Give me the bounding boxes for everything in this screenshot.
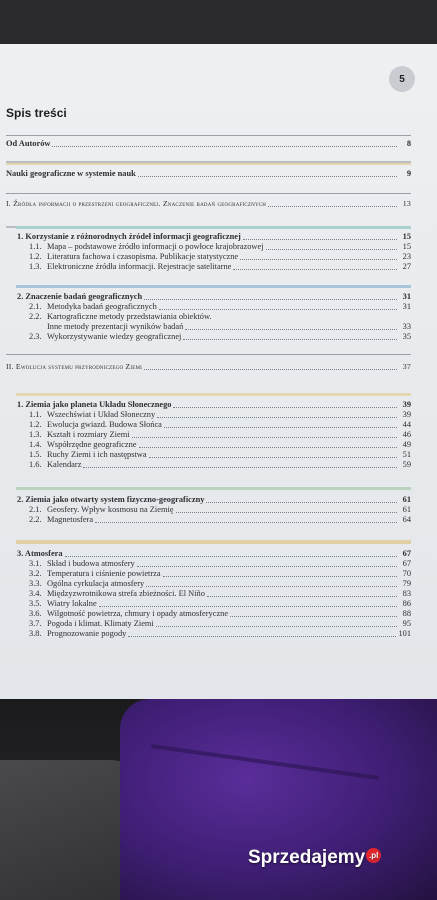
toc-subsection[interactable]: 1.6. Kalendarz 59: [29, 460, 411, 469]
toc-subsection[interactable]: 3.5. Wiatry lokalne 86: [29, 599, 411, 608]
divider-rule: [16, 393, 411, 396]
divider-rule: [16, 540, 411, 544]
toc-section[interactable]: 2. Znaczenie badań geograficznych 31: [17, 292, 411, 301]
divider-rule: [6, 135, 411, 136]
toc-section[interactable]: 3. Atmosfera 67: [17, 549, 411, 558]
toc-subsection[interactable]: 2.2. Magnetosfera 64: [29, 515, 411, 524]
toc-subsection[interactable]: 2.1. Metodyka badań geograficznych 31: [29, 302, 411, 311]
book-page: [0, 44, 437, 699]
toc-subsection[interactable]: 3.6. Wilgotność powietrza, chmury i opady atmosferyczne 88: [29, 609, 411, 618]
toc-subsection[interactable]: 1.3. Elektroniczne źródła informacji. Rejestracje satelitarne 27: [29, 262, 411, 271]
divider-rule: [6, 354, 411, 355]
divider-rule: [6, 193, 411, 194]
toc-section[interactable]: 2. Ziemia jako otwarty system fizyczno-geograficzny 61: [17, 495, 411, 504]
divider-rule: [16, 226, 411, 229]
toc-subsection[interactable]: 2.3. Wykorzystywanie wiedzy geograficznej 35: [29, 332, 411, 341]
toc-entry[interactable]: Od Autorów 8: [6, 139, 411, 148]
toc-subsection[interactable]: 3.1. Skład i budowa atmosfery 67: [29, 559, 411, 568]
toc-subsection[interactable]: 1.2. Literatura fachowa i czasopisma. Publikacje statystyczne 23: [29, 252, 411, 261]
toc-entry[interactable]: Nauki geograficzne w systemie nauk 9: [6, 169, 411, 178]
toc-subsection[interactable]: 3.4. Międzyzwrotnikowa strefa zbieżności. El Niño 83: [29, 589, 411, 598]
toc-subsection[interactable]: 3.7. Pogoda i klimat. Klimaty Ziemi 95: [29, 619, 411, 628]
watermark-logo: [248, 847, 381, 869]
toc-subsection[interactable]: 1.1. Wszechświat i Układ Słoneczny 39: [29, 410, 411, 419]
toc-subsection[interactable]: 3.3. Ogólna cyrkulacja atmosfery 79: [29, 579, 411, 588]
toc-section[interactable]: 1. Ziemia jako planeta Układu Słonecznego 39: [17, 400, 411, 409]
watermark-badge: .pl: [366, 848, 381, 863]
toc-section[interactable]: 1. Korzystanie z różnorodnych źródeł informacji geograficznej 15: [17, 232, 411, 241]
divider-rule: [16, 487, 411, 490]
toc-subsection[interactable]: 3.8. Prognozowanie pogody 101: [29, 629, 411, 638]
purple-fabric: [120, 699, 437, 900]
toc-subsection[interactable]: 2.2. Kartograficzne metody przedstawiania obiektów.: [29, 312, 212, 321]
toc-subsection[interactable]: 1.5. Ruchy Ziemi i ich następstwa 51: [29, 450, 411, 459]
divider-rule: [6, 163, 411, 165]
toc-subsection[interactable]: 1.4. Współrzędne geograficzne 49: [29, 440, 411, 449]
toc-chapter[interactable]: II. Ewolucja systemu przyrodniczego Ziemi 37: [6, 362, 411, 371]
watermark-text: Sprzedajemy: [248, 847, 366, 868]
toc-subsection[interactable]: 2.1. Geosfery. Wpływ kosmosu na Ziemię 61: [29, 505, 411, 514]
page-title: Spis treści: [6, 106, 67, 120]
toc-chapter[interactable]: I. Źródła informacji o przestrzeni geograficznej. Znaczenie badań geograficznych 13: [6, 199, 411, 208]
toc-subsection-continued[interactable]: Inne metody prezentacji wyników badań 33: [47, 322, 411, 331]
divider-rule: [16, 285, 411, 288]
page-number-badge: 5: [389, 66, 415, 92]
toc-subsection[interactable]: 1.3. Kształt i rozmiary Ziemi 46: [29, 430, 411, 439]
toc-subsection[interactable]: 1.1. Mapa – podstawowe źródło informacji o powłoce krajobrazowej 15: [29, 242, 411, 251]
toc-subsection[interactable]: 1.2. Ewolucja gwiazd. Budowa Słońca 44: [29, 420, 411, 429]
toc-subsection[interactable]: 3.2. Temperatura i ciśnienie powietrza 70: [29, 569, 411, 578]
